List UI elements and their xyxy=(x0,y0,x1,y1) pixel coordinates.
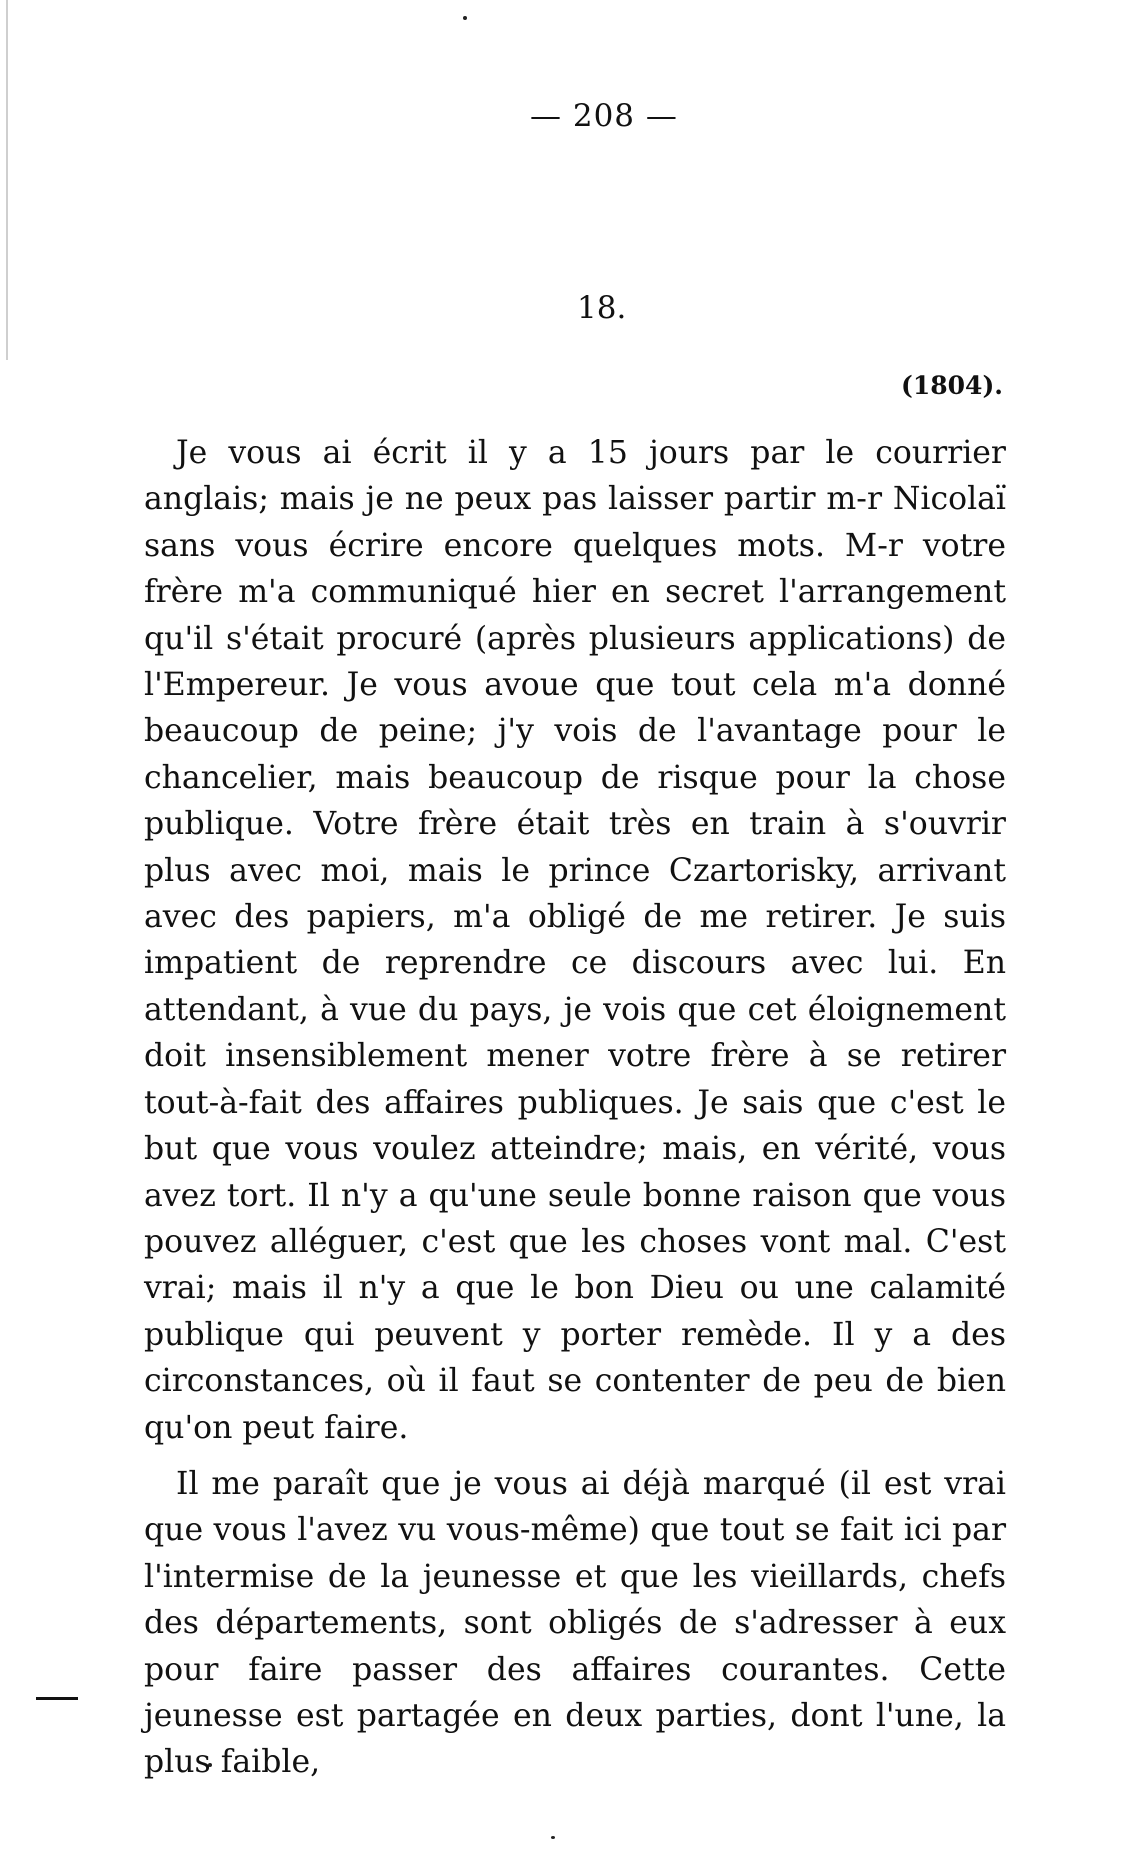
letter-body xyxy=(144,430,1006,1786)
paragraph: Il me paraît que je vous ai déjà marqué (il est vrai que vous l'avez vu vous-même) que tout se fait ici par l'intermise de la jeunesse et que les vieillards, chefs des départements, sont obligés de s'adresser à eux pour faire passer des affaires courantes. Cette jeunesse est partagée en deux parties, dont l'une, la plus faible, xyxy=(144,1465,1006,1781)
page-number: — 208 — xyxy=(530,98,678,134)
ink-speck xyxy=(551,1836,555,1839)
ink-speck xyxy=(463,16,467,20)
letter-date: (1804). xyxy=(901,371,1003,400)
margin-mark xyxy=(36,1697,78,1700)
paragraph: Je vous ai écrit il y a 15 jours par le courrier anglais; mais je ne peux pas laisser partir m-r Nicolaï sans vous écrire encore quelques mots. M-r votre frère m'a communiqué hier en secret l'arrangement qu'il s'était procuré (après plusieurs applications) de l'Empereur. Je vous avoue que tout cela m'a donné beaucoup de peine; j'y vois de l'avantage pour le chancelier, mais beaucoup de risque pour la chose publique. Votre frère était très en train à s'ouvrir plus avec moi, mais le prince Czartorisky, arrivant avec des papiers, m'a obligé de me retirer. Je suis impatient de reprendre ce discours avec lui. En attendant, à vue du pays, je vois que cet éloignement doit insensiblement mener votre frère à se retirer tout-à-fait des affaires publiques. Je sais que c'est le but que vous voulez atteindre; mais, en vérité, vous avez tort. Il n'y a qu'une seule bonne raison que vous pouvez alléguer, c'est que les choses vont mal. C'est vrai; mais il n'y a que le bon Dieu ou une calamité publique qui peuvent y porter remède. Il y a des circonstances, où il faut se contenter de peu de bien qu'on peut faire. xyxy=(144,435,1006,1446)
letter-number: 18. xyxy=(577,290,627,326)
page-edge-line xyxy=(6,0,8,360)
